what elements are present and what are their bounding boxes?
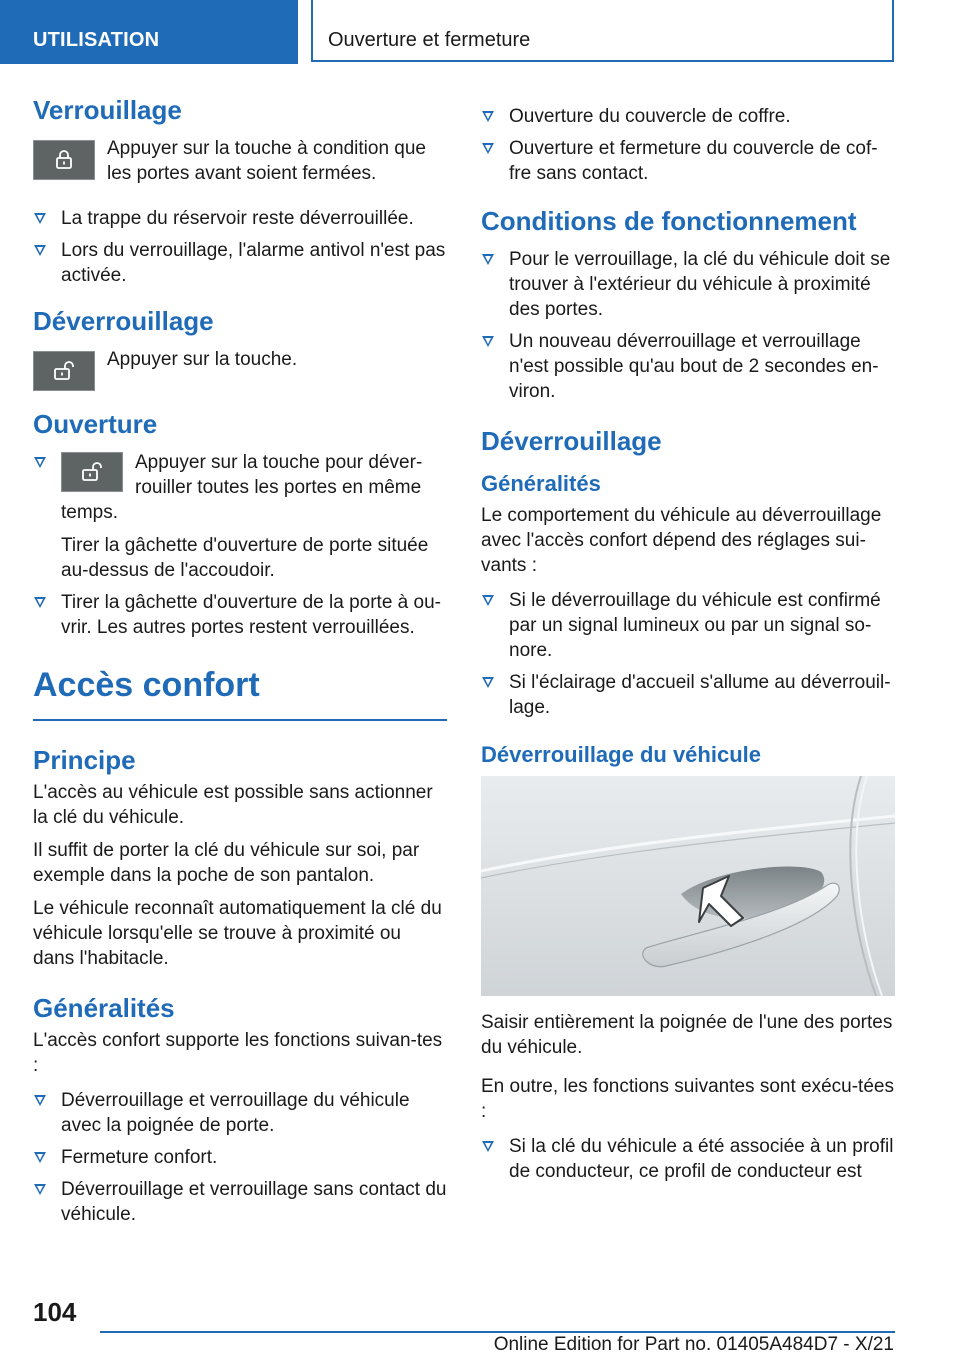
- unlock-icon: [80, 460, 104, 484]
- triangle-bullet-icon: [482, 143, 494, 154]
- verrouillage-instruction-text: Appuyer sur la touche à condition que les portes avant soient fermées.: [107, 138, 426, 184]
- lock-icon: [52, 148, 76, 172]
- principe-heading: Principe: [33, 745, 136, 775]
- triangle-bullet-icon: [482, 1141, 494, 1152]
- list-item: Ouverture du couvercle de coffre.: [481, 104, 895, 129]
- left-column: [33, 95, 447, 1239]
- deverrouillage-vehicule-heading: Déverrouillage du véhicule: [481, 742, 761, 767]
- deverrouillage-instruction-text: Appuyer sur la touche.: [107, 349, 298, 370]
- edition-text: Online Edition for Part no. 01405A484D7 - X/21: [493, 1334, 894, 1355]
- principe-paragraph: Le véhicule reconnaît automatiquement la clé du véhicule lorsqu'elle se trouve à proximité ou dans l'habitacle.: [33, 898, 442, 969]
- acces-confort-heading: Accès confort: [33, 666, 260, 704]
- deverrouillage-instruction: [33, 347, 447, 391]
- triangle-bullet-icon: [482, 677, 494, 688]
- functions-intro: En outre, les fonctions suivantes sont exécu-tées :: [481, 1076, 894, 1122]
- verrouillage-bullets: [33, 206, 447, 288]
- unlock-icon: [52, 359, 76, 383]
- triangle-bullet-icon: [482, 595, 494, 606]
- header-section-label: UTILISATION: [33, 29, 160, 51]
- ouverture-heading: Ouverture: [33, 409, 158, 439]
- generalites-paragraph: L'accès confort supporte les fonctions suivan-tes :: [33, 1030, 443, 1076]
- header-section-tab: [0, 0, 298, 64]
- list-item: Ouverture et fermeture du couvercle de cof-fre sans contact.: [481, 136, 895, 186]
- functions-list-continued: [481, 104, 895, 186]
- list-item: La trappe du réservoir reste déverrouillée.: [33, 206, 447, 231]
- header-chapter-tab: [311, 0, 894, 62]
- generalites-right-heading: Généralités: [481, 471, 601, 496]
- page-number: 104: [33, 1297, 77, 1327]
- list-item: Lors du verrouillage, l'alarme antivol n'est pas activée.: [33, 238, 447, 288]
- deverrouillage-bullets: [481, 588, 895, 720]
- triangle-bullet-icon: [34, 1152, 46, 1163]
- functions-list: [33, 1088, 447, 1227]
- verrouillage-heading: Verrouillage: [33, 95, 182, 125]
- list-item: Si l'éclairage d'accueil s'allume au déverrouil-lage.: [481, 670, 895, 720]
- list-item: Tirer la gâchette d'ouverture de la porte à ou-vrir. Les autres portes restent verrouillées.: [33, 590, 447, 640]
- ouverture-step-text: Appuyer sur la touche pour déver-rouiller toutes les portes en même temps.: [61, 452, 423, 523]
- executed-functions: [481, 1134, 895, 1184]
- list-item: [33, 450, 447, 583]
- deverrouillage-right-heading: Déverrouillage: [481, 426, 662, 456]
- unlock-button-icon: [33, 351, 95, 391]
- list-item: Si le déverrouillage du véhicule est confirmé par un signal lumineux ou par un signal so-nore.: [481, 588, 895, 663]
- triangle-bullet-icon: [34, 213, 46, 224]
- triangle-bullet-icon: [482, 111, 494, 122]
- list-item: Fermeture confort.: [33, 1145, 447, 1170]
- list-item: Un nouveau déverrouillage et verrouillage n'est possible qu'au bout de 2 secondes en-viron.: [481, 329, 895, 404]
- lock-button-icon: [33, 140, 95, 180]
- principe-paragraph: Il suffit de porter la clé du véhicule sur soi, par exemple dans la poche de son pantalon.: [33, 840, 420, 886]
- unlock-button-icon: [61, 452, 123, 492]
- list-item: Déverrouillage et verrouillage sans contact du véhicule.: [33, 1177, 447, 1227]
- ouverture-step-extra: Tirer la gâchette d'ouverture de porte située au-dessus de l'accoudoir.: [61, 535, 429, 581]
- generalites-right-paragraph: Le comportement du véhicule au déverrouillage avec l'accès confort dépend des réglages sui-vants :: [481, 505, 882, 576]
- door-handle-illustration: [481, 776, 895, 996]
- principe-paragraph: L'accès au véhicule est possible sans actionner la clé du véhicule.: [33, 782, 433, 828]
- triangle-bullet-icon: [34, 1184, 46, 1195]
- triangle-bullet-icon: [34, 1095, 46, 1106]
- heading-rule: [33, 719, 447, 721]
- deverrouillage-heading: Déverrouillage: [33, 306, 214, 336]
- conditions-heading: Conditions de fonctionnement: [481, 206, 857, 236]
- right-column: [481, 104, 895, 1196]
- ouverture-bullets: [33, 450, 447, 640]
- triangle-bullet-icon: [482, 336, 494, 347]
- list-item: Déverrouillage et verrouillage du véhicule avec la poignée de porte.: [33, 1088, 447, 1138]
- triangle-bullet-icon: [34, 457, 46, 468]
- triangle-bullet-icon: [482, 254, 494, 265]
- triangle-bullet-icon: [34, 597, 46, 608]
- list-item: Si la clé du véhicule a été associée à un profil de conducteur, ce profil de conducteur est: [481, 1134, 895, 1184]
- generalites-heading: Généralités: [33, 993, 175, 1023]
- triangle-bullet-icon: [34, 245, 46, 256]
- conditions-bullets: [481, 247, 895, 404]
- list-item: Pour le verrouillage, la clé du véhicule doit se trouver à l'extérieur du véhicule à proximité des portes.: [481, 247, 895, 322]
- verrouillage-instruction: [33, 136, 447, 194]
- grip-instruction: Saisir entièrement la poignée de l'une des portes du véhicule.: [481, 1012, 893, 1058]
- header-chapter-label: Ouverture et fermeture: [328, 29, 531, 51]
- footer-rule: [100, 1331, 895, 1333]
